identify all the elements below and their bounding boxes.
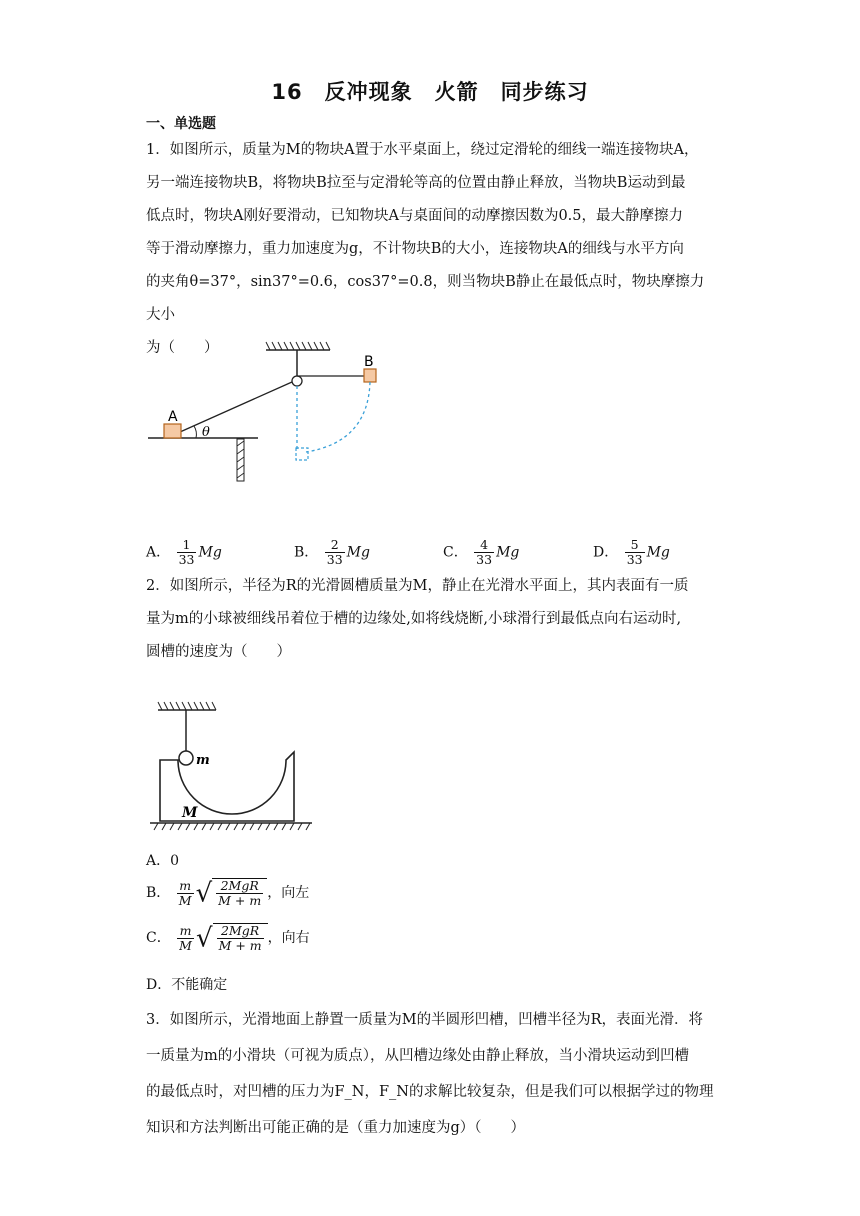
label-big-m: M (182, 805, 198, 821)
q1-option-c[interactable] (443, 538, 519, 567)
option-tail: ，向右 (267, 930, 310, 946)
question-2-text (146, 570, 716, 669)
option-letter: A． (146, 853, 171, 869)
option-tail: ，向左 (267, 885, 310, 901)
option-tail: Mg (646, 544, 670, 561)
q1-option-b[interactable] (294, 538, 370, 567)
label-m: m (196, 753, 210, 768)
q2-line: 2．如图所示，半径为R的光滑圆槽质量为M，静止在光滑水平面上，其内表面有一质 (146, 578, 689, 594)
label-theta: θ (202, 425, 210, 440)
option-letter: D． (146, 977, 172, 993)
q3-line: 一质量为m的小滑块（可视为质点），从凹槽边缘处由静止释放，当小滑块运动到凹槽 (146, 1048, 689, 1064)
q1-line: 1．如图所示，质量为M的物块A置于水平桌面上，绕过定滑轮的细线一端连接物块A， (146, 142, 699, 158)
numerator: 4 (474, 538, 494, 553)
numerator: 2 (325, 538, 345, 553)
fraction (177, 538, 197, 567)
radicand-denominator: M + m (218, 893, 262, 908)
option-letter: A． (146, 544, 171, 561)
option-text: 不能确定 (171, 977, 228, 993)
q2-option-b[interactable] (146, 878, 309, 908)
radicand-numerator: 2MgR (216, 879, 263, 894)
q2-option-d[interactable] (146, 974, 227, 994)
question-1-text (146, 134, 716, 365)
radicand-denominator: M + m (218, 938, 262, 953)
fraction (177, 879, 194, 908)
label-b: B (364, 354, 374, 370)
q2-option-c[interactable] (146, 923, 310, 953)
option-letter: C． (443, 544, 468, 561)
q1-option-a[interactable] (146, 538, 222, 567)
denominator: 33 (476, 552, 493, 567)
q1-line: 等于滑动摩擦力，重力加速度为g，不计物块B的大小，连接物块A的细线与水平方向 (146, 241, 684, 257)
q2-figure (146, 696, 316, 834)
q1-line: 的夹角θ=37°，sin37°=0.6，cos37°=0.8，则当物块B静止在最低点时，物块摩擦力大小 (146, 274, 705, 323)
denominator: 33 (626, 552, 643, 567)
option-tail: Mg (198, 544, 222, 561)
q3-line: 的最低点时，对凹槽的压力为F_N，F_N的求解比较复杂，但是我们可以根据学过的物理 (146, 1084, 714, 1100)
option-letter: D． (593, 544, 619, 561)
page-title: 16 反冲现象 火箭 同步练习 (271, 80, 589, 104)
q2-line: 量为m的小球被细线吊着位于槽的边缘处,如将线烧断,小球滑行到最低点向右运动时, (146, 611, 682, 627)
radicand-numerator: 2MgR (217, 924, 264, 939)
numerator: 5 (625, 538, 645, 553)
square-root: √ $\frac{\text{2MgR}}{M + m}$ (196, 923, 268, 953)
square-root: √ $\frac{\text{2MgR}}{M + m}$ (196, 878, 268, 908)
numerator: 1 (177, 538, 197, 553)
q1-option-d[interactable] (593, 538, 670, 567)
question-3-text (146, 1002, 716, 1146)
fraction (625, 538, 645, 567)
section-heading: 一、单选题 (146, 116, 216, 132)
option-letter: B． (146, 885, 171, 901)
label-a: A (168, 409, 178, 425)
numerator: m (177, 924, 194, 939)
q1-figure (140, 338, 390, 488)
q1-line: 另一端连接物块B，将物块B拉至与定滑轮等高的位置由静止释放，当物块B运动到最 (146, 175, 686, 191)
fraction (474, 538, 494, 567)
denominator: 33 (326, 552, 343, 567)
option-letter: C． (146, 930, 171, 946)
option-letter: B． (294, 544, 319, 561)
q2-option-a[interactable] (146, 850, 179, 870)
fraction (325, 538, 345, 567)
q3-line: 知识和方法判断出可能正确的是（重力加速度为g）（ ） (146, 1120, 526, 1136)
numerator: m (177, 879, 194, 894)
q2-line: 圆槽的速度为（ ） (146, 644, 291, 660)
denominator: M (179, 937, 192, 953)
q3-line: 3．如图所示，光滑地面上静置一质量为M的半圆形凹槽，凹槽半径为R，表面光滑．将 (146, 1012, 703, 1028)
option-text: 0 (170, 853, 180, 869)
q1-line: 为（ ） (146, 340, 219, 356)
denominator: M (178, 892, 192, 908)
option-tail: Mg (496, 544, 520, 561)
option-tail: Mg (346, 544, 370, 561)
q1-line: 低点时，物块A刚好要滑动，已知物块A与桌面间的动摩擦因数为0.5，最大静摩擦力 (146, 208, 683, 224)
denominator: 33 (178, 552, 195, 567)
fraction (177, 924, 194, 953)
